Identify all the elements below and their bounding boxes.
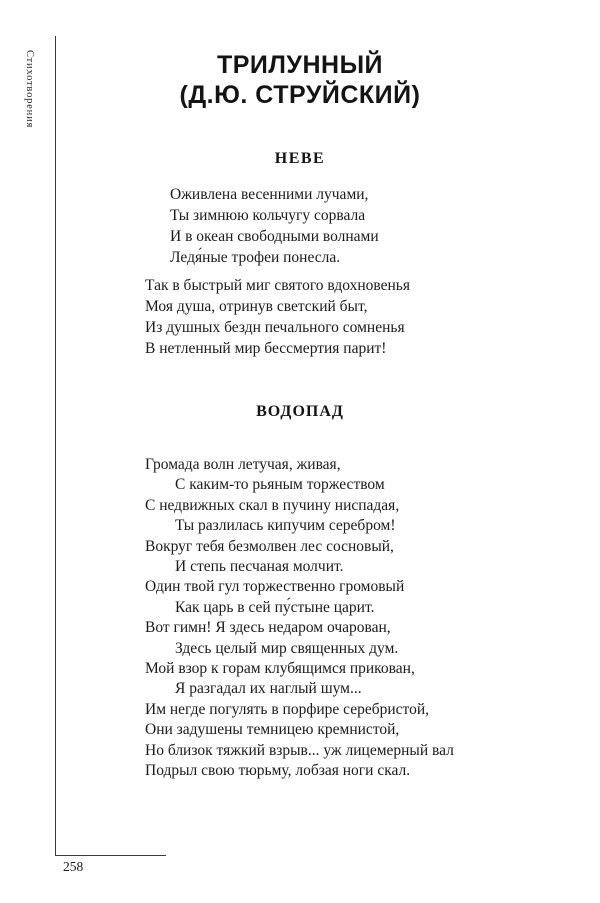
poem-line: Они задушены темницею кремнистой, bbox=[145, 721, 400, 739]
poem-line: С недвижных скал в пучину ниспадая, bbox=[145, 496, 400, 514]
poem-line: И степь песчаная молчит. bbox=[175, 558, 344, 576]
poem-line: Ледя́ные трофеи понесла. bbox=[170, 249, 341, 266]
poem-line: Громада волн летучая, живая, bbox=[145, 456, 341, 473]
poem-title-neve: НЕВЕ bbox=[274, 150, 326, 167]
poem-stanza bbox=[145, 455, 600, 782]
poem-line: И в океан свободными волнами bbox=[170, 228, 379, 245]
poem-line: Ты зимнюю кольчугу сорвала bbox=[170, 207, 366, 224]
poem-line: Оживлена весенними лучами, bbox=[170, 186, 369, 203]
poem-line: Здесь целый мир священных дум. bbox=[175, 639, 399, 657]
poem-title-vodopad: ВОДОПАД bbox=[256, 403, 344, 420]
poem-line: Один твой гул торжественно громовый bbox=[145, 578, 405, 596]
poem-line: Из душных бездн печального сомненья bbox=[145, 319, 405, 336]
poem-line: Так в быстрый миг святого вдохновенья bbox=[145, 277, 410, 294]
poem-stanza bbox=[170, 184, 600, 268]
poem-line: В нетленный мир бессмертия парит! bbox=[145, 340, 387, 357]
poem-line: Подрыл свою тюрьму, лобзая ноги скал. bbox=[145, 762, 411, 780]
poem-line: Я разгадал их наглый шум... bbox=[175, 680, 362, 698]
poem-stanza bbox=[145, 275, 600, 359]
page-number: 258 bbox=[63, 859, 84, 874]
poem-line: С каким-то рьяным торжеством bbox=[175, 476, 385, 494]
author-name: ТРИЛУННЫЙ bbox=[216, 51, 384, 79]
footer-rule bbox=[55, 855, 166, 856]
poem-line: Моя душа, отринув светский быт, bbox=[145, 298, 368, 315]
poem-line: Вот гимн! Я здесь недаром очарован, bbox=[145, 619, 391, 637]
poem-line: Но близок тяжкий взрыв... уж лицемерный вал bbox=[145, 741, 454, 759]
author-real-name: (Д.Ю. СТРУЙСКИЙ) bbox=[179, 81, 421, 109]
section-label-vertical: Стихотворения bbox=[24, 50, 35, 129]
poem-line: Мой взор к горам клубящимся прикован, bbox=[145, 660, 415, 678]
poem-line: Вокруг тебя безмолвен лес сосновый, bbox=[145, 537, 394, 555]
poem-line: Как царь в сей пу́стыне царит. bbox=[175, 598, 375, 616]
poem-line: Ты разлилась кипучим серебром! bbox=[175, 517, 396, 535]
author-title bbox=[0, 50, 600, 110]
poem-line: Им негде погулять в порфире серебристой, bbox=[145, 700, 430, 718]
